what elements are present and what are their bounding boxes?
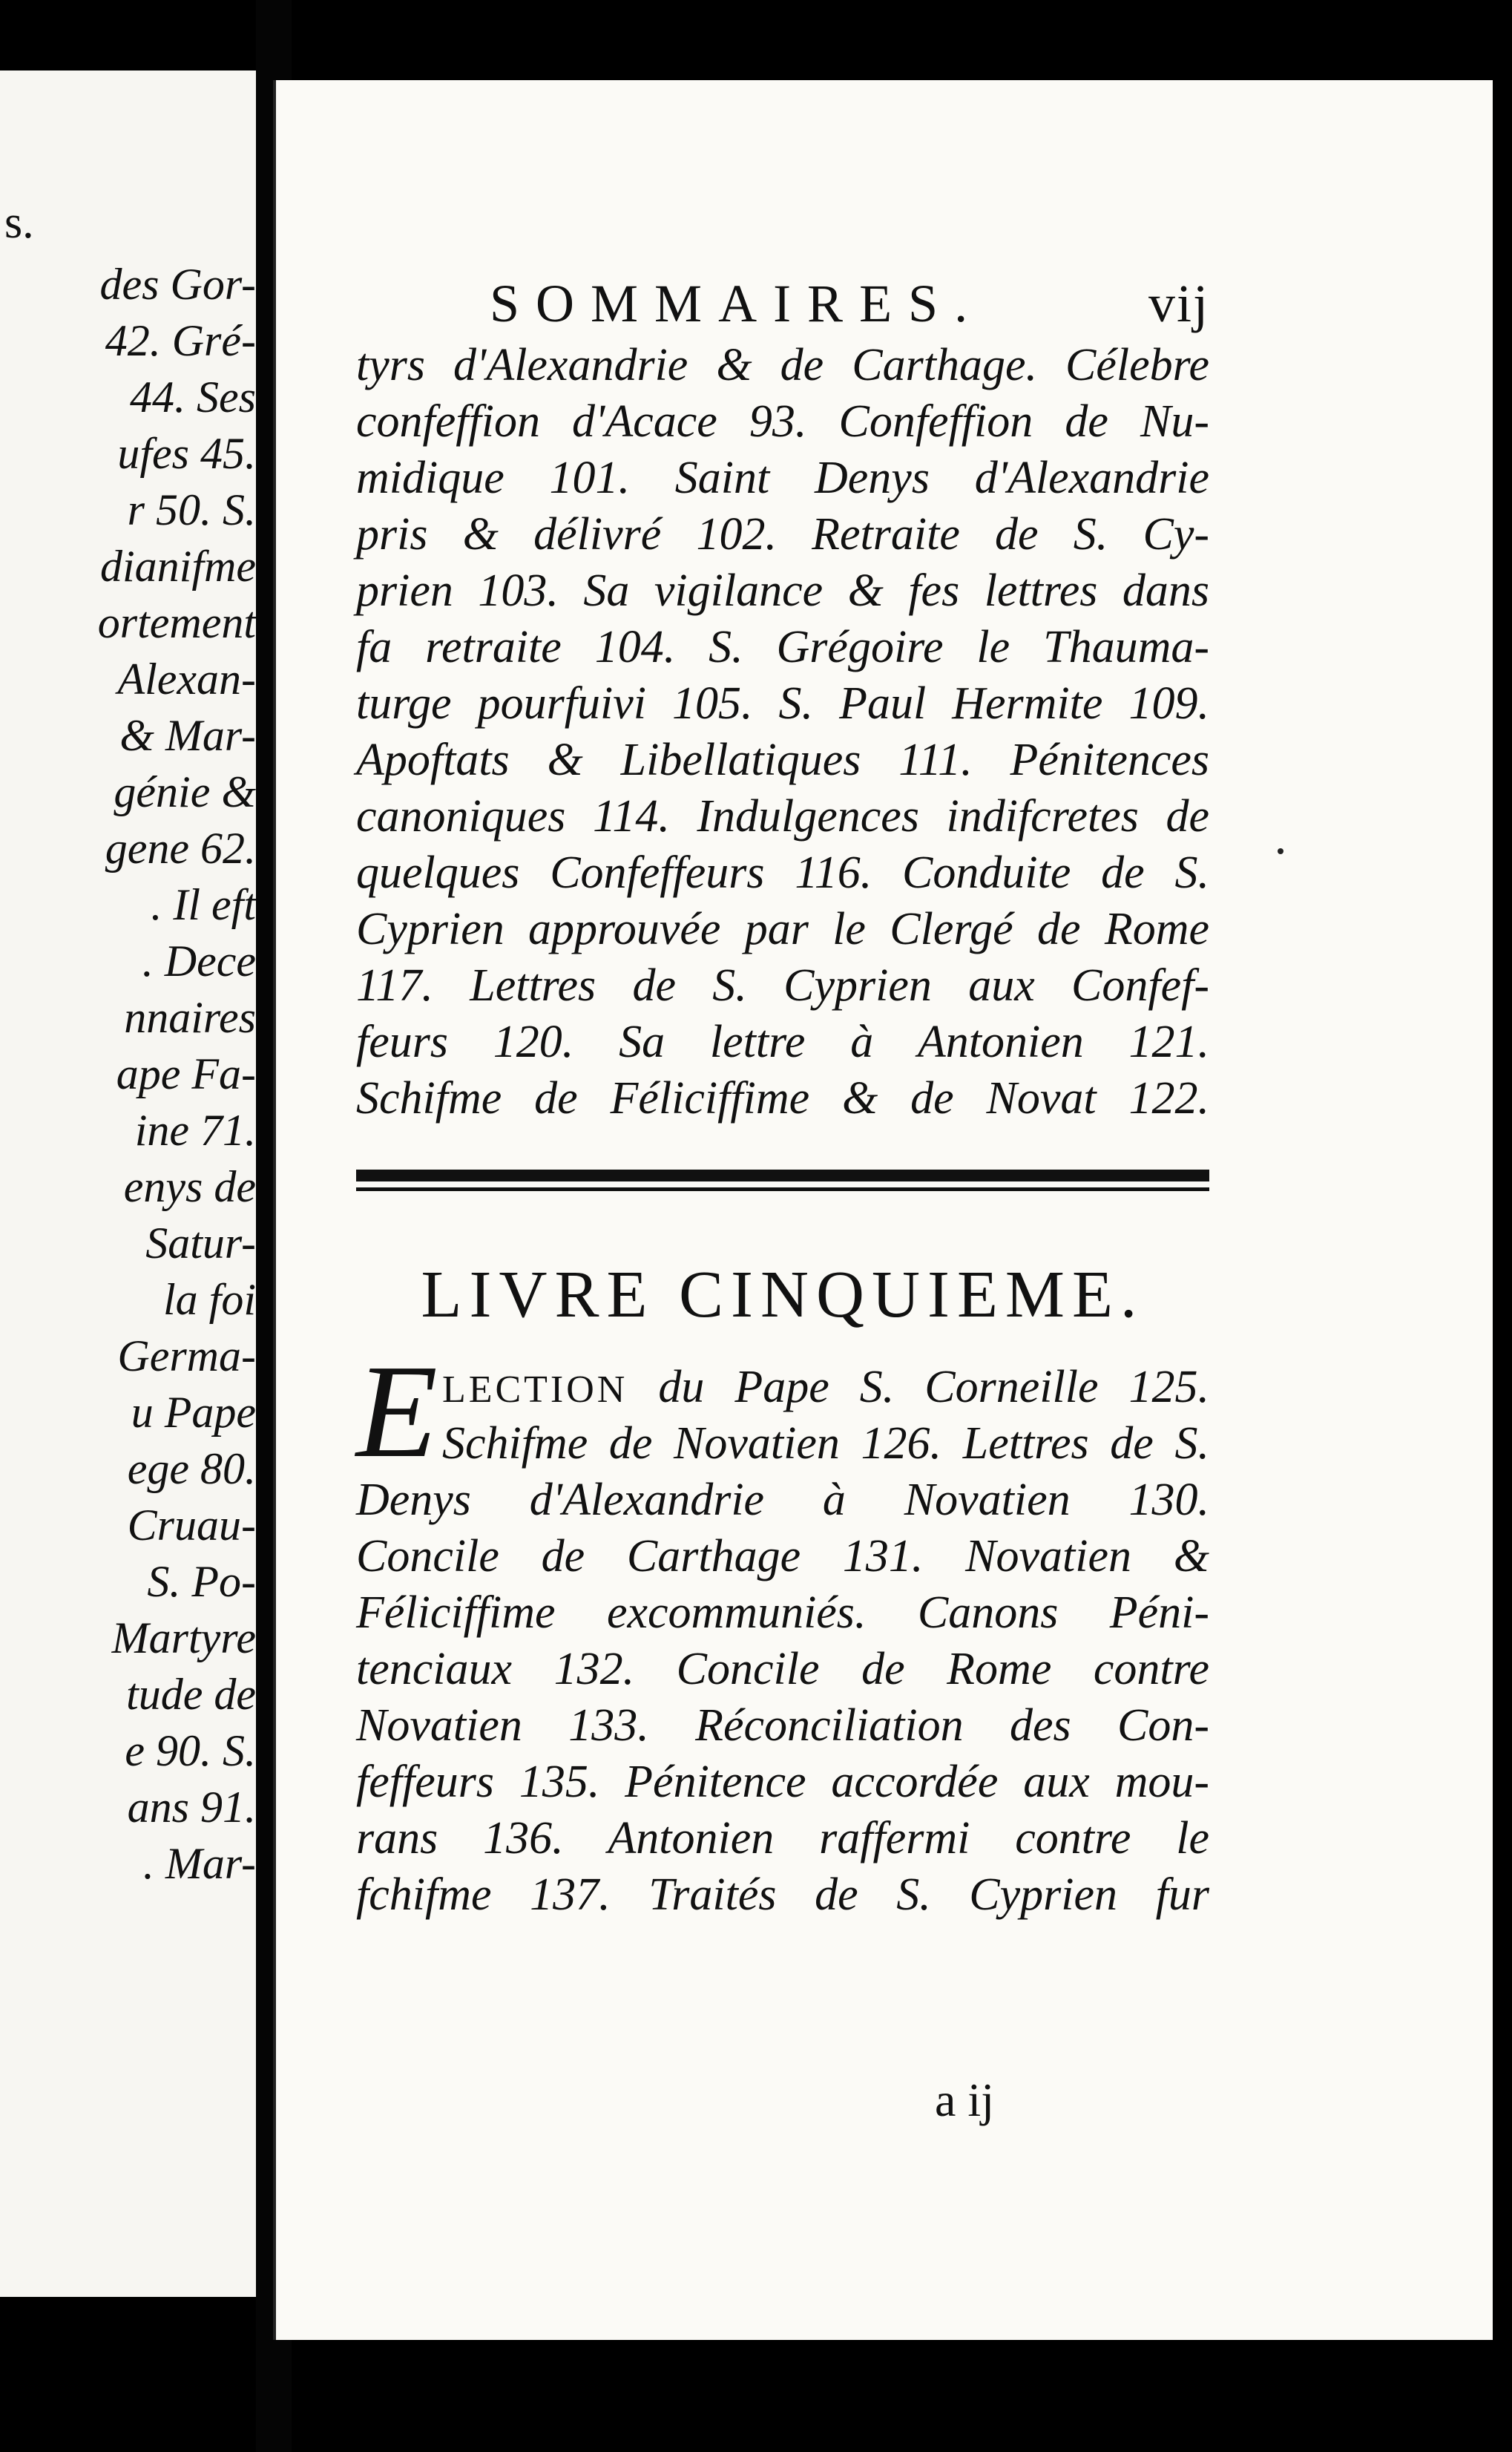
left-page-line: Satur- [145, 1219, 256, 1268]
drop-cap: E [356, 1337, 438, 1485]
left-page-line: e 90. S. [125, 1726, 256, 1775]
first-line-rest: du Pape S. Corneille 125. [658, 1362, 1209, 1412]
summary-line: pris & délivré 102. Retraite de S. Cy- [356, 509, 1209, 560]
left-page-line: gene 62. [105, 824, 256, 873]
left-page-line: nnaires [124, 993, 256, 1042]
left-running-header: s. [4, 197, 34, 248]
divider-thick-rule [356, 1170, 1209, 1181]
page-number: vij [1148, 274, 1209, 333]
book-title: LIVRE CINQUIEME. [421, 1258, 1145, 1331]
book5-line: Novatien 133. Réconciliation des Con- [356, 1700, 1209, 1751]
left-page-line: r 50. S. [127, 485, 256, 534]
left-page-line: . Mar- [142, 1839, 256, 1888]
running-title: SOMMAIRES. [490, 274, 985, 333]
left-page-line: ans 91. [127, 1783, 256, 1832]
book5-line: Denys d'Alexandrie à Novatien 130. [356, 1475, 1209, 1525]
left-page-line: Martyre [111, 1613, 256, 1662]
book5-line: fchifme 137. Traités de S. Cyprien fur [356, 1869, 1209, 1920]
section-divider [356, 1170, 1209, 1191]
summary-line: canoniques 114. Indulgences indifcretes de [356, 791, 1209, 842]
left-page-line: S. Po- [147, 1557, 256, 1606]
ink-speck [1278, 848, 1283, 854]
left-page-line: ine 71. [134, 1106, 256, 1155]
left-page-text [0, 256, 256, 1892]
summary-line: Schifme de Féliciffime & de Novat 122. [356, 1073, 1209, 1124]
left-page-line: enys de [123, 1162, 256, 1211]
signature-mark: a ij [935, 2074, 994, 2126]
left-page-line: ege 80. [127, 1444, 256, 1493]
left-page-line: tude de [126, 1670, 256, 1719]
left-page-line: Alexan- [117, 655, 256, 704]
summary-line: 117. Lettres de S. Cyprien aux Confef- [356, 960, 1209, 1011]
left-page-line: Germa- [117, 1331, 256, 1380]
summary-line: midique 101. Saint Denys d'Alexandrie [356, 453, 1209, 503]
left-page-line: génie & [114, 767, 256, 816]
left-page-line: 44. Ses [130, 373, 256, 422]
book5-lines [356, 1415, 1209, 1923]
book5-summary-paragraph [356, 1337, 1209, 1923]
left-page-line: dianifme [100, 542, 256, 591]
left-page-line: des Gor- [99, 260, 256, 309]
summary-line: feurs 120. Sa lettre à Antonien 121. [356, 1017, 1209, 1067]
summary-line: tyrs d'Alexandrie & de Carthage. Célebre [356, 340, 1209, 390]
left-page-line: & Mar- [119, 711, 256, 760]
summary-paragraph [356, 337, 1209, 1127]
first-word: LECTION [441, 1368, 628, 1411]
left-page-line: . Dece [142, 937, 256, 986]
summary-line: Apoftats & Libellatiques 111. Pénitences [356, 735, 1209, 785]
book5-line: Féliciffime excommuniés. Canons Péni- [356, 1587, 1209, 1638]
left-page-line: . Il eft [151, 880, 256, 929]
running-header [356, 266, 1209, 337]
page-text-block [356, 266, 1209, 1923]
left-page-line: 42. Gré- [105, 316, 256, 365]
left-facing-page [0, 71, 256, 2297]
divider-thin-rule [356, 1187, 1209, 1191]
book5-line: Schifme de Novatien 126. Lettres de S. [441, 1418, 1209, 1469]
summary-line: quelques Confeffeurs 116. Conduite de S. [356, 848, 1209, 898]
book5-line: Concile de Carthage 131. Novatien & [356, 1531, 1209, 1581]
book5-line: rans 136. Antonien raffermi contre le [356, 1813, 1209, 1863]
left-page-line: ortement [97, 598, 256, 647]
book5-line: tenciaux 132. Concile de Rome contre [356, 1644, 1209, 1694]
summary-line: fa retraite 104. S. Grégoire le Thauma- [356, 622, 1209, 672]
summary-line: Cyprien approuvée par le Clergé de Rome [356, 904, 1209, 954]
book5-line: feffeurs 135. Pénitence accordée aux mou- [356, 1757, 1209, 1807]
left-page-line: ape Fa- [116, 1049, 256, 1098]
summary-line: prien 103. Sa vigilance & fes lettres dans [356, 566, 1209, 616]
left-page-line: ufes 45. [117, 429, 256, 478]
left-page-line: Cruau- [127, 1501, 256, 1550]
right-page [273, 80, 1493, 2340]
left-page-line: la foi [162, 1275, 256, 1324]
left-page-line: u Pape [131, 1388, 256, 1437]
summary-line: confeffion d'Acace 93. Confeffion de Nu- [356, 396, 1209, 447]
summary-line: turge pourfuivi 105. S. Paul Hermite 109. [356, 678, 1209, 729]
